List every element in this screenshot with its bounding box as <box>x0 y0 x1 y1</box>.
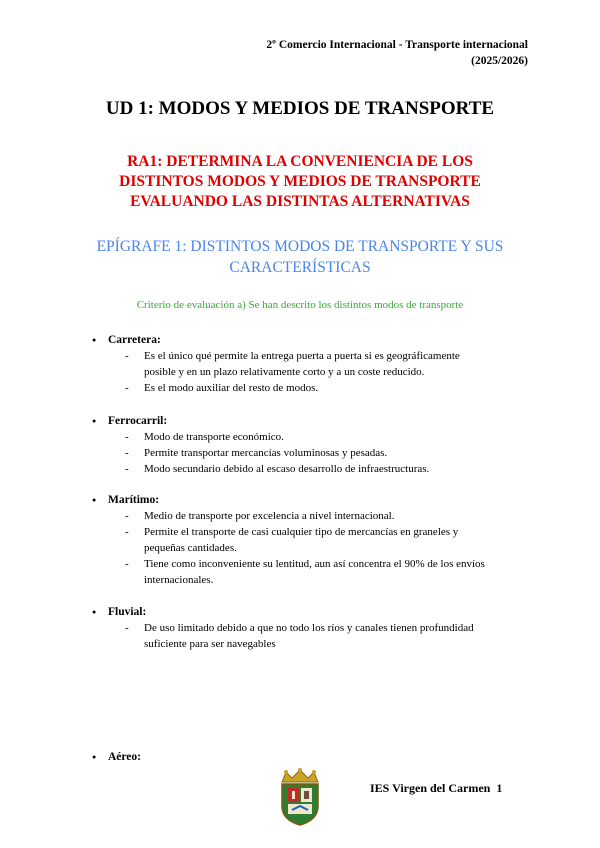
section-ferrocarril <box>92 413 512 477</box>
page-number: 1 <box>496 781 503 795</box>
list-item: - Permite transportar mercancías voluminosas y pesadas. <box>92 445 512 461</box>
bullet-heading: ● Ferrocarril: <box>92 413 512 429</box>
list-item: - De uso limitado debido a que no todo los ríos y canales tienen profundidad suficiente para ser navegables <box>92 620 512 652</box>
section-heading <box>60 236 540 278</box>
section-maritimo <box>92 492 512 588</box>
section-heading-line: CARACTERÍSTICAS <box>229 259 371 276</box>
bullet-sublist <box>92 429 512 477</box>
learning-outcome-line: EVALUANDO LAS DISTINTAS ALTERNATIVAS <box>130 193 470 210</box>
bullet-heading: ● Marítimo: <box>92 492 512 508</box>
bullet-heading: ● Carretera: <box>92 332 512 348</box>
learning-outcome <box>80 152 520 212</box>
footer-school: IES Virgen del Carmen <box>370 781 491 795</box>
list-item: - Modo secundario debido al escaso desarrollo de infraestructuras. <box>92 461 512 477</box>
bullet-sublist <box>92 508 512 588</box>
page-title: UD 1: MODOS Y MEDIOS DE TRANSPORTE <box>105 98 495 119</box>
bullet-heading: ● Aéreo: <box>92 749 512 765</box>
section-carretera <box>92 332 512 396</box>
section-heading-line: EPÍGRAFE 1: DISTINTOS MODOS DE TRANSPORTE Y SUS <box>96 238 504 255</box>
bullet-sublist <box>92 348 512 396</box>
learning-outcome-line: RA1: DETERMINA LA CONVENIENCIA DE LOS <box>127 153 473 170</box>
list-item: - Es el único qué permite la entrega puerta a puerta si es geográficamente posible y en un plazo relativamente corto y a un coste reducido. <box>92 348 512 380</box>
bullet-heading: ● Fluvial: <box>92 604 512 620</box>
learning-outcome-line: DISTINTOS MODOS Y MEDIOS DE TRANSPORTE <box>119 173 481 190</box>
school-crest-logo <box>278 768 322 826</box>
header-year: (2025/2026) <box>471 55 528 67</box>
bullet-sublist <box>92 620 512 652</box>
list-item: - Es el modo auxiliar del resto de modos. <box>92 380 512 396</box>
page-footer <box>370 781 502 796</box>
list-item: - Modo de transporte económico. <box>92 429 512 445</box>
header-course: 2º Comercio Internacional - Transporte internacional <box>266 39 528 51</box>
document-header <box>266 37 528 69</box>
list-item: - Tiene como inconveniente su lentitud, aun así concentra el 90% de los envíos internacionales. <box>92 556 512 588</box>
section-fluvial <box>92 604 512 652</box>
list-item: - Permite el transporte de casi cualquier tipo de mercancías en graneles y pequeñas cantidades. <box>92 524 512 556</box>
section-aereo <box>92 749 512 765</box>
evaluation-criterion: Criterio de evaluación a) Se han descrito los distintos modos de transporte <box>136 299 464 311</box>
list-item: - Medio de transporte por excelencia a nivel internacional. <box>92 508 512 524</box>
